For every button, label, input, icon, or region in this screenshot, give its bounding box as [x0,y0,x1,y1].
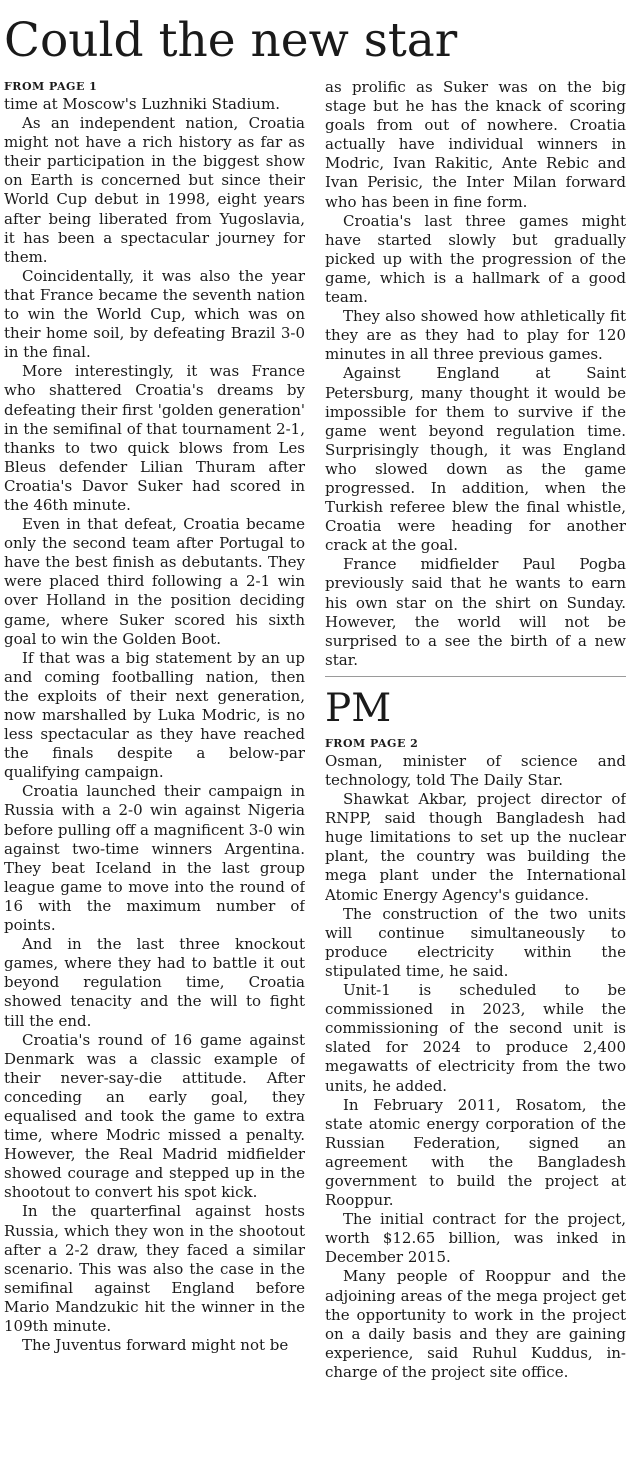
article-paragraph: Croatia launched their campaign in Russia with a 2-0 win against Nigeria before pulling off a magnificent 3-0 win against two-time winners Argentina. They beat Iceland in the last group league game to move into the round of 16 with the maximum number of points. [4,782,305,935]
article-paragraph: And in the last three knockout games, where they had to battle it out beyond regulation time, Croatia showed tenacity and the will to fight till the end. [4,935,305,1030]
article-paragraph: The construction of the two units will continue simultaneously to produce electricity within the stipulated time, he said. [325,904,626,980]
article-paragraph: In February 2011, Rosatom, the state atomic energy corporation of the Russian Federation, signed an agreement with the Bangladesh government to build the project at Rooppur. [325,1095,626,1210]
article-paragraph: as prolific as Suker was on the big stage but he has the knack of scoring goals from out of nowhere. Croatia actually have individual winners in Modric, Ivan Rakitic, Ante Rebic and Ivan Perisic, the Inter Milan forward who has been in fine form. [325,78,626,211]
second-article-headline: PM [325,685,392,731]
article-paragraph: If that was a big statement by an up and coming footballing nation, then the exploits of their next generation, now marshalled by Luka Modric, is no less spectacular as they have reached the finals despite a below-par qualifying campaign. [4,648,305,782]
article-paragraph: France midfielder Paul Pogba previously said that he wants to earn his own star on the shirt on Sunday. However, the world will not be surprised to a see the birth of a new star. [325,555,626,669]
article-paragraph: Croatia's last three games might have started slowly but gradually picked up with the progression of the game, which is a hallmark of a good team. [325,211,626,307]
article-paragraph: Coincidentally, it was also the year that France became the seventh nation to win the World Cup, which was on their home soil, by defeating Brazil 3-0 in the final. [4,266,305,362]
article-paragraph: In the quarterfinal against hosts Russia, which they won in the shootout after a 2-2 draw, they faced a similar scenario. This was also the case in the semifinal against England before Mario Mandzukic hit the winner in the 109th minute. [4,1202,305,1335]
article-paragraph: More interestingly, it was France who shattered Croatia's dreams by defeating their first 'golden generation' in the semifinal of that tournament 2-1, thanks to two quick blows from Les Bleus defender Lilian Thuram after Croatia's Davor Suker had scored in the 46th minute. [4,362,305,514]
article-paragraph: As an independent nation, Croatia might not have a rich history as far as their participation in the biggest show on Earth is concerned but since their World Cup debut in 1998, eight years after being liberated from Yugoslavia, it has been a spectacular journey for them. [4,114,305,266]
article-paragraph: The initial contract for the project, worth $12.65 billion, was inked in December 2015. [325,1210,626,1267]
article-headline: Could the new star [4,13,458,68]
article-paragraph: Even in that defeat, Croatia became only the second team after Portugal to have the best finish as debutants. They were placed third following a 2-1 win over Holland in the position deciding game, where Suker scored his sixth goal to win the Golden Boot. [4,515,305,648]
article-paragraph: They also showed how athletically fit they are as they had to play for 120 minutes in all three previous games. [325,307,626,364]
continued-from-label: FROM PAGE 1 [4,80,98,93]
article-column-left [4,78,305,1463]
article-paragraph: Croatia's round of 16 game against Denmark was a classic example of their never-say-die attitude. After conceding an early goal, they equalised and took the game to extra time, where Modric missed a penalty. However, the Real Madrid midfielder showed courage and stepped up in the shootout to convert his spot kick. [4,1030,305,1202]
section-divider [325,676,626,677]
article-paragraph: Unit-1 is scheduled to be commissioned in 2023, while the commissioning of the second unit is slated for 2024 to produce 2,400 megawatts of electricity from the two units, he added. [325,981,626,1095]
article-paragraph: time at Moscow's Luzhniki Stadium. [4,95,280,113]
article-paragraph: Osman, minister of science and technology, told The Daily Star. [325,751,626,789]
article-paragraph: Many people of Rooppur and the adjoining areas of the mega project get the opportunity to work in the project on a daily basis and they are gaining experience, said Ruhul Kuddus, in-charge of the project site office. [325,1267,626,1381]
article-column-right [325,78,626,1463]
article-paragraph: Shawkat Akbar, project director of RNPP, said though Bangladesh had huge limitations to set up the nuclear plant, the country was building the mega plant under the International Atomic Energy Agency's guidance. [325,790,626,904]
article-paragraph: Against England at Saint Petersburg, many thought it would be impossible for them to survive if the game went beyond regulation time. Surprisingly though, it was England who slowed down as the game progressed. In addition, when the Turkish referee blew the final whistle, Croatia were heading for another crack at the goal. [325,364,626,555]
article-paragraph: The Juventus forward might not be [22,1336,289,1355]
continued-from-label: FROM PAGE 2 [325,736,419,750]
